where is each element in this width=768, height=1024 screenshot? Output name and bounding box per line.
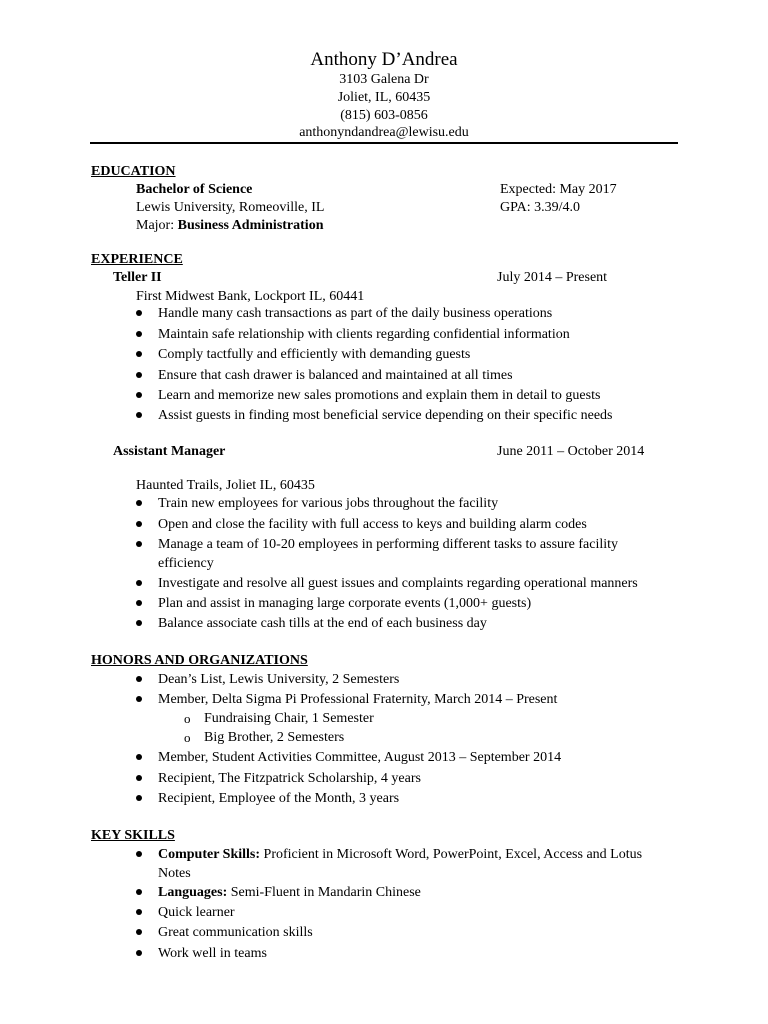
list-item: Maintain safe relationship with clients regarding confidential information — [158, 327, 570, 342]
job-employer: First Midwest Bank, Lockport IL, 60441 — [136, 289, 365, 304]
bullet-icon — [136, 903, 146, 923]
bullet-icon — [136, 366, 146, 386]
bullet-icon — [136, 845, 146, 865]
header-divider — [90, 142, 678, 144]
bullet-icon — [136, 614, 146, 634]
major: Business Administration — [177, 218, 324, 233]
list-item: Comply tactfully and efficiently with demanding guests — [158, 347, 471, 362]
bullet-icon — [136, 670, 146, 690]
bullet-icon — [136, 406, 146, 426]
computer-skills-text: Proficient in Microsoft Word, PowerPoint, Excel, Access and Lotus Notes — [158, 847, 643, 881]
computer-skills-label: Computer Skills: — [158, 847, 261, 862]
list-item: Investigate and resolve all guest issues and complaints regarding operational manners — [158, 576, 638, 591]
list-item: Train new employees for various jobs throughout the facility — [158, 496, 499, 511]
expected-date: Expected: May 2017 — [500, 182, 617, 197]
education-heading: EDUCATION — [91, 164, 176, 179]
bullet-icon — [136, 494, 146, 514]
list-item: Quick learner — [158, 905, 235, 920]
sub-bullet-icon: o — [184, 730, 191, 745]
major-line — [136, 217, 323, 235]
address-line: 3103 Galena Dr — [339, 72, 429, 87]
bullet-icon — [136, 574, 146, 594]
bullet-icon — [136, 923, 146, 943]
bullet-icon — [136, 304, 146, 324]
candidate-name: Anthony D’Andrea — [310, 49, 458, 70]
list-item: Manage a team of 10-20 employees in performing different tasks to assure facility efficiency — [158, 537, 619, 571]
gpa: GPA: 3.39/4.0 — [500, 200, 581, 215]
job-employer: Haunted Trails, Joliet IL, 60435 — [136, 478, 315, 493]
list-item: Member, Student Activities Committee, August 2013 – September 2014 — [158, 750, 562, 765]
sub-list-item: Big Brother, 2 Semesters — [204, 730, 345, 745]
list-item: Recipient, The Fitzpatrick Scholarship, 4 years — [158, 771, 421, 786]
major-label: Major: — [136, 218, 175, 233]
job-title: Assistant Manager — [113, 444, 226, 459]
school: Lewis University, Romeoville, IL — [136, 200, 325, 215]
list-item: Ensure that cash drawer is balanced and maintained at all times — [158, 368, 513, 383]
job-title: Teller II — [113, 270, 162, 285]
city-line: Joliet, IL, 60435 — [337, 90, 431, 105]
list-item: Open and close the facility with full access to keys and building alarm codes — [158, 517, 587, 532]
sub-list-item: Fundraising Chair, 1 Semester — [204, 711, 374, 726]
experience-heading: EXPERIENCE — [91, 252, 183, 267]
bullet-icon — [136, 748, 146, 768]
list-item: Assist guests in finding most beneficial service depending on their specific needs — [158, 408, 613, 423]
degree: Bachelor of Science — [136, 182, 253, 197]
list-item: Handle many cash transactions as part of the daily business operations — [158, 306, 553, 321]
list-item: Learn and memorize new sales promotions and explain them in detail to guests — [158, 388, 601, 403]
list-item-computer-skills — [158, 845, 658, 883]
bullet-icon — [136, 789, 146, 809]
list-item-languages — [158, 883, 678, 903]
bullet-icon — [136, 515, 146, 535]
bullet-icon — [136, 345, 146, 365]
languages-label: Languages: — [158, 885, 228, 900]
email-line: anthonyndandrea@lewisu.edu — [299, 125, 469, 140]
list-item: Plan and assist in managing large corporate events (1,000+ guests) — [158, 596, 532, 611]
bullet-icon — [136, 535, 146, 555]
phone-line: (815) 603-0856 — [340, 108, 428, 123]
list-item: Recipient, Employee of the Month, 3 years — [158, 791, 400, 806]
bullet-icon — [136, 690, 146, 710]
bullet-icon — [136, 769, 146, 789]
bullet-icon — [136, 325, 146, 345]
list-item: Dean’s List, Lewis University, 2 Semesters — [158, 672, 400, 687]
list-item: Balance associate cash tills at the end of each business day — [158, 616, 487, 631]
honors-heading: HONORS AND ORGANIZATIONS — [91, 653, 308, 668]
job-dates: June 2011 – October 2014 — [497, 444, 645, 459]
list-item: Great communication skills — [158, 925, 313, 940]
job-dates: July 2014 – Present — [497, 270, 608, 285]
languages-text: Semi-Fluent in Mandarin Chinese — [230, 885, 421, 900]
list-item: Member, Delta Sigma Pi Professional Fraternity, March 2014 – Present — [158, 692, 558, 707]
bullet-icon — [136, 386, 146, 406]
bullet-icon — [136, 594, 146, 614]
sub-bullet-icon: o — [184, 711, 191, 726]
skills-heading: KEY SKILLS — [91, 828, 175, 843]
bullet-icon — [136, 944, 146, 964]
bullet-icon — [136, 883, 146, 903]
list-item: Work well in teams — [158, 946, 267, 961]
